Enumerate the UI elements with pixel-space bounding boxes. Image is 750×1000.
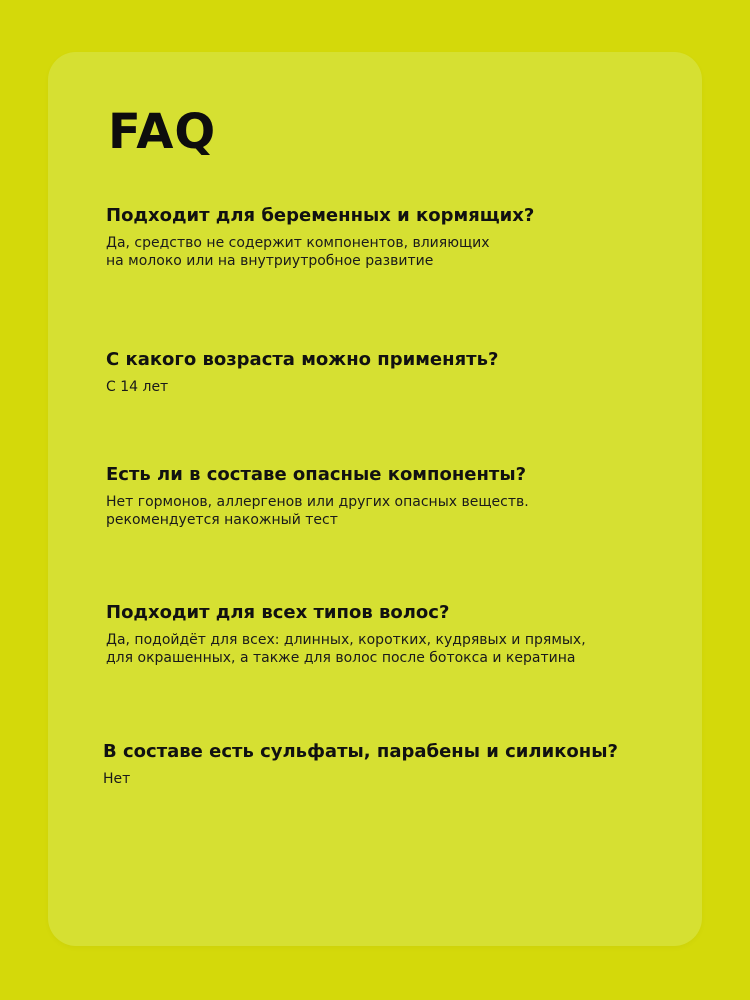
faq-title: FAQ bbox=[108, 104, 217, 160]
faq-answer: Нет гормонов, аллергенов или других опасных веществ. рекомендуется накожный тест bbox=[106, 494, 529, 528]
faq-question: В составе есть сульфаты, парабены и силиконы? bbox=[103, 741, 618, 762]
faq-question: Подходит для беременных и кормящих? bbox=[106, 205, 535, 226]
faq-card bbox=[48, 52, 702, 946]
faq-item-hair-types bbox=[106, 601, 666, 667]
faq-answer: Да, подойдёт для всех: длинных, коротких, кудрявых и прямых, для окрашенных, а также для волос после ботокса и кератина bbox=[106, 632, 586, 666]
faq-question: С какого возраста можно применять? bbox=[106, 349, 499, 370]
faq-item-dangerous-components bbox=[106, 463, 666, 529]
faq-answer: Да, средство не содержит компонентов, влияющих на молоко или на внутриутробное развитие bbox=[106, 235, 490, 269]
faq-answer: Нет bbox=[103, 771, 131, 787]
faq-question: Есть ли в составе опасные компоненты? bbox=[106, 464, 527, 485]
faq-item-sulfates bbox=[103, 740, 663, 788]
faq-item-age bbox=[106, 348, 666, 396]
faq-question: Подходит для всех типов волос? bbox=[106, 602, 450, 623]
faq-item-pregnancy bbox=[106, 204, 666, 270]
faq-answer: С 14 лет bbox=[106, 379, 169, 395]
